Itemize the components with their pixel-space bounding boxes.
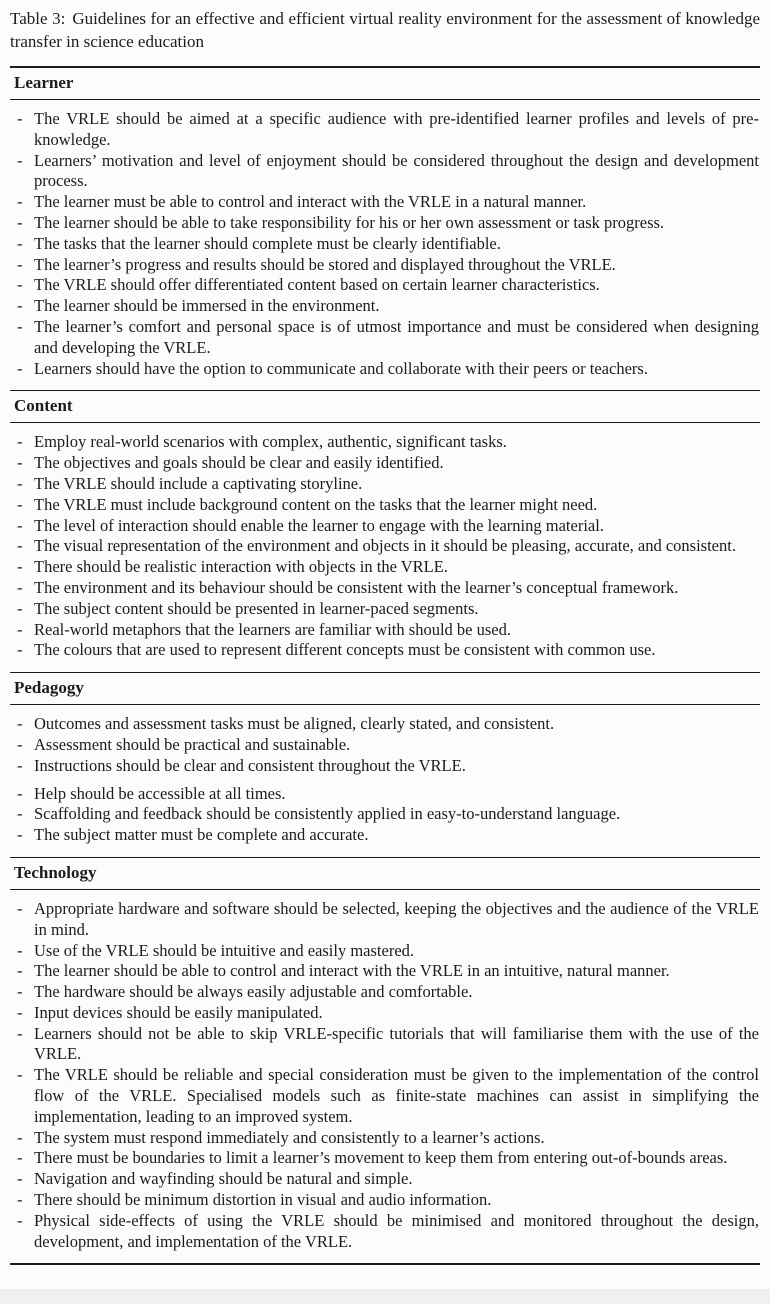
guideline-text: The VRLE should be aimed at a specific audience with pre-identified learner profiles and levels of pre-knowledge. — [34, 109, 759, 149]
guideline-item — [10, 234, 760, 255]
guideline-item — [10, 296, 760, 317]
guideline-item — [10, 982, 760, 1003]
guideline-text: The subject content should be presented in learner-paced segments. — [34, 598, 479, 618]
guideline-item — [10, 151, 760, 193]
dash-bullet: - — [17, 598, 23, 618]
dash-bullet: - — [17, 254, 23, 274]
guideline-text: The VRLE should include a captivating storyline. — [34, 473, 363, 493]
guideline-item — [10, 213, 760, 234]
guideline-item — [10, 1003, 760, 1024]
table-bottom-rule — [10, 1263, 760, 1265]
dash-bullet: - — [17, 1065, 23, 1085]
guideline-item — [10, 1211, 760, 1253]
guideline-item — [10, 474, 760, 495]
table-section-learner — [10, 68, 760, 391]
dash-bullet: - — [17, 275, 23, 295]
guideline-text: There should be realistic interaction with objects in the VRLE. — [34, 557, 448, 577]
guideline-item — [10, 804, 760, 825]
dash-bullet: - — [17, 755, 23, 775]
guideline-item — [10, 1128, 760, 1149]
guideline-text: The hardware should be always easily adjustable and comfortable. — [34, 982, 473, 1002]
dash-bullet: - — [17, 619, 23, 639]
guideline-text: Help should be accessible at all times. — [34, 783, 286, 803]
section-title: Technology — [14, 862, 97, 882]
guideline-text: The VRLE should be reliable and special consideration must be given to the implementation of the control flow of the VRLE. Specialised models such as finite-state machines can assist in simplifying the implementation, leading to an improved system. — [34, 1065, 759, 1126]
dash-bullet: - — [17, 1023, 23, 1043]
dash-bullet: - — [17, 150, 23, 170]
guideline-text: The learner’s comfort and personal space is of utmost importance and must be considered when designing and developing the VRLE. — [34, 316, 759, 357]
dash-bullet: - — [17, 734, 23, 754]
dash-bullet: - — [17, 1127, 23, 1147]
guideline-text: The learner should be able to control and interact with the VRLE in an intuitive, natural manner. — [34, 961, 670, 981]
guideline-text: Physical side-effects of using the VRLE should be minimised and monitored throughout the design, development, and implementation of the VRLE. — [34, 1210, 759, 1251]
guideline-text: The learner should be immersed in the environment. — [34, 296, 380, 316]
guideline-text: Learners should not be able to skip VRLE-specific tutorials that will familiarise them with the use of the VRLE. — [34, 1023, 759, 1064]
guideline-item — [10, 275, 760, 296]
guideline-text: The VRLE should offer differentiated content based on certain learner characteristics. — [34, 275, 600, 295]
guideline-item — [10, 495, 760, 516]
table-caption-text: Guidelines for an effective and efficient virtual reality environment for the assessment of knowledge transfer in science education — [10, 9, 761, 51]
guideline-item — [10, 1148, 760, 1169]
dash-bullet: - — [17, 212, 23, 232]
dash-bullet: - — [17, 296, 23, 316]
guideline-text: Input devices should be easily manipulated. — [34, 1002, 323, 1022]
guideline-item — [10, 516, 760, 537]
guideline-item — [10, 1169, 760, 1190]
guideline-text: Use of the VRLE should be intuitive and easily mastered. — [34, 940, 415, 960]
guideline-item — [10, 536, 760, 557]
dash-bullet: - — [17, 940, 23, 960]
dash-bullet: - — [17, 233, 23, 253]
guideline-text: Real-world metaphors that the learners are familiar with should be used. — [34, 619, 511, 639]
guideline-text: Navigation and wayfinding should be natural and simple. — [34, 1169, 413, 1189]
guideline-list — [10, 890, 760, 1264]
guideline-item — [10, 578, 760, 599]
guideline-item — [10, 599, 760, 620]
guideline-text: The system must respond immediately and consistently to a learner’s actions. — [34, 1127, 545, 1147]
guideline-item — [10, 756, 760, 777]
guideline-text: The visual representation of the environment and objects in it should be pleasing, accurate, and consistent. — [34, 536, 736, 556]
guideline-text: Instructions should be clear and consistent throughout the VRLE. — [34, 755, 466, 775]
dash-bullet: - — [17, 804, 23, 824]
guideline-item — [10, 735, 760, 756]
dash-bullet: - — [17, 825, 23, 845]
guideline-item — [10, 359, 760, 380]
guideline-list — [10, 100, 760, 390]
guideline-text: Appropriate hardware and software should be selected, keeping the objectives and the audience of the VRLE in mind. — [34, 898, 759, 939]
dash-bullet: - — [17, 640, 23, 660]
dash-bullet: - — [17, 982, 23, 1002]
guideline-text: The tasks that the learner should complete must be clearly identifiable. — [34, 233, 501, 253]
section-title: Pedagogy — [14, 678, 84, 698]
guideline-text: The objectives and goals should be clear and easily identified. — [34, 453, 444, 473]
guideline-text: Learners’ motivation and level of enjoyment should be considered throughout the design and development process. — [34, 150, 759, 191]
guideline-item — [10, 1065, 760, 1127]
dash-bullet: - — [17, 358, 23, 378]
dash-bullet: - — [17, 316, 23, 336]
section-title: Content — [14, 396, 73, 416]
table-section-pedagogy — [10, 673, 760, 858]
dash-bullet: - — [17, 473, 23, 493]
guideline-item — [10, 620, 760, 641]
guideline-item — [10, 317, 760, 359]
guideline-item — [10, 432, 760, 453]
dash-bullet: - — [17, 1002, 23, 1022]
guideline-item — [10, 640, 760, 661]
dash-bullet: - — [17, 714, 23, 734]
guideline-text: Scaffolding and feedback should be consistently applied in easy-to-understand language. — [34, 804, 621, 824]
guideline-item — [10, 941, 760, 962]
dash-bullet: - — [17, 557, 23, 577]
dash-bullet: - — [17, 1190, 23, 1210]
guideline-text: The learner must be able to control and interact with the VRLE in a natural manner. — [34, 192, 587, 212]
dash-bullet: - — [17, 1210, 23, 1230]
guideline-text: The VRLE must include background content on the tasks that the learner might need. — [34, 494, 598, 514]
table-caption — [10, 7, 760, 53]
dash-bullet: - — [17, 432, 23, 452]
guideline-text: The environment and its behaviour should be consistent with the learner’s conceptual framework. — [34, 577, 679, 597]
guideline-item — [10, 109, 760, 151]
guideline-text: Learners should have the option to communicate and collaborate with their peers or teachers. — [34, 358, 648, 378]
guideline-text: The subject matter must be complete and accurate. — [34, 825, 369, 845]
dash-bullet: - — [17, 515, 23, 535]
guideline-text: The level of interaction should enable the learner to engage with the learning material. — [34, 515, 604, 535]
guideline-text: The learner’s progress and results should be stored and displayed throughout the VRLE. — [34, 254, 616, 274]
guideline-text: There must be boundaries to limit a learner’s movement to keep them from entering out-of-bounds areas. — [34, 1148, 728, 1168]
dash-bullet: - — [17, 783, 23, 803]
dash-bullet: - — [17, 192, 23, 212]
table-caption-label: Table 3: — [10, 9, 66, 28]
guideline-item — [10, 714, 760, 735]
dash-bullet: - — [17, 577, 23, 597]
guideline-item — [10, 557, 760, 578]
guideline-list — [10, 423, 760, 672]
dash-bullet: - — [17, 109, 23, 128]
guideline-text: Employ real-world scenarios with complex, authentic, significant tasks. — [34, 432, 507, 452]
dash-bullet: - — [17, 536, 23, 556]
dash-bullet: - — [17, 898, 23, 918]
dash-bullet: - — [17, 453, 23, 473]
table-section-technology — [10, 858, 760, 1266]
dash-bullet: - — [17, 961, 23, 981]
guideline-text: Outcomes and assessment tasks must be aligned, clearly stated, and consistent. — [34, 714, 555, 734]
dash-bullet: - — [17, 1169, 23, 1189]
guideline-text: The colours that are used to represent different concepts must be consistent with common use. — [34, 640, 656, 660]
section-title: Learner — [14, 73, 74, 92]
guideline-text: Assessment should be practical and sustainable. — [34, 734, 351, 754]
dash-bullet: - — [17, 494, 23, 514]
table-sections — [10, 68, 760, 1265]
guideline-text: The learner should be able to take responsibility for his or her own assessment or task progress. — [34, 212, 665, 232]
guideline-item — [10, 1024, 760, 1066]
page-bottom-band — [0, 1289, 770, 1304]
guideline-list — [10, 705, 760, 857]
guideline-item — [10, 1190, 760, 1211]
guideline-item — [10, 192, 760, 213]
guideline-item — [10, 825, 760, 846]
guideline-item — [10, 961, 760, 982]
guideline-item — [10, 784, 760, 805]
guideline-item — [10, 899, 760, 941]
dash-bullet: - — [17, 1148, 23, 1168]
guideline-item — [10, 255, 760, 276]
guideline-text: There should be minimum distortion in visual and audio information. — [34, 1190, 492, 1210]
table-section-content — [10, 391, 760, 673]
guideline-item — [10, 453, 760, 474]
